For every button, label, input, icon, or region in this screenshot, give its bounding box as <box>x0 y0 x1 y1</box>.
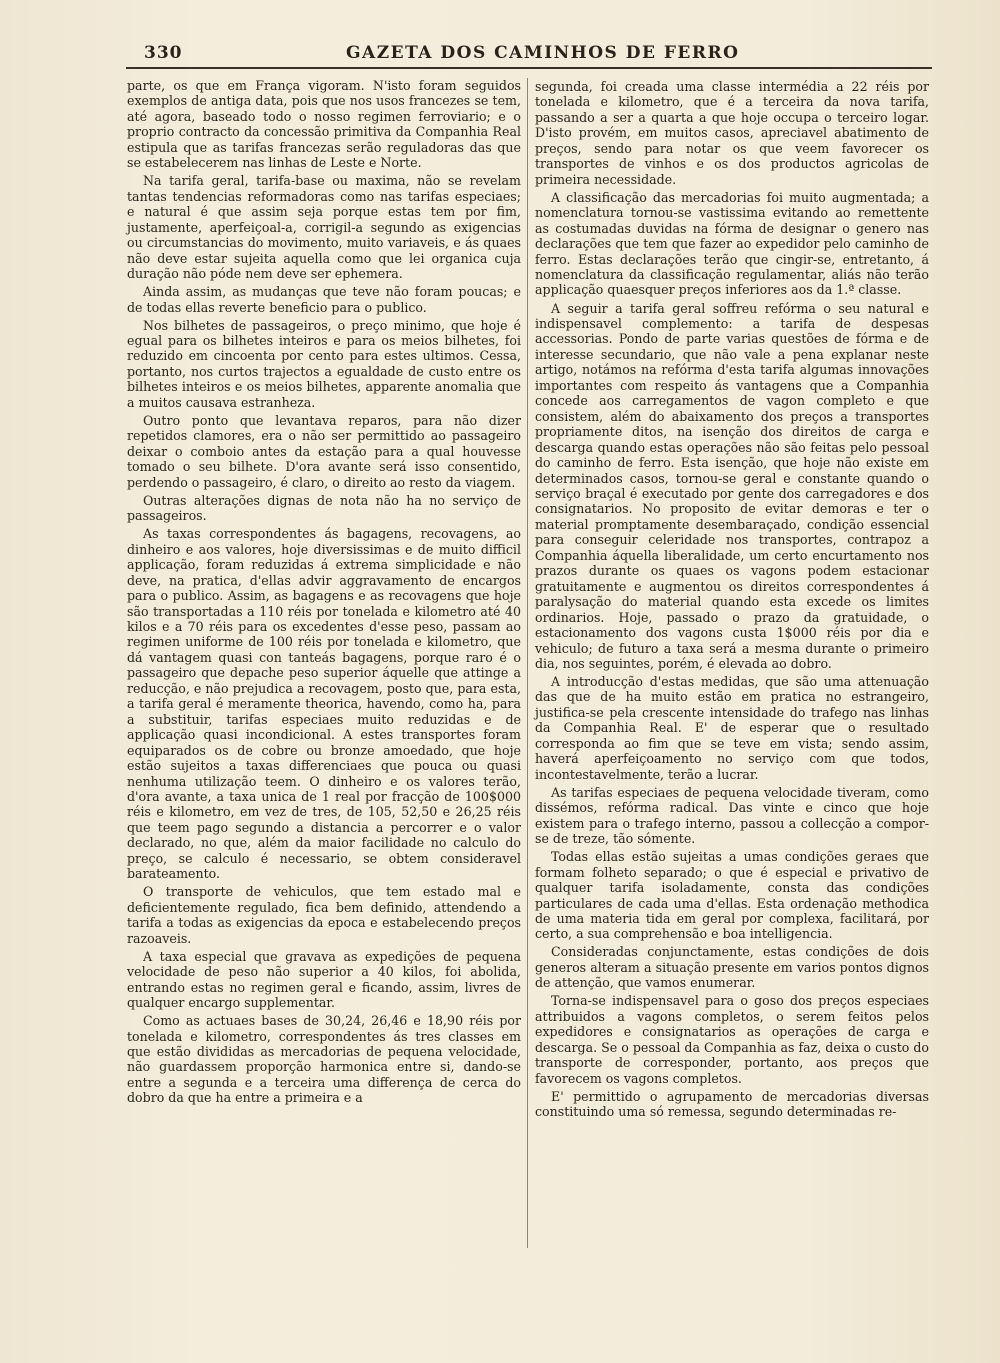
paragraph: Na tarifa geral, tarifa-base ou maxima, não se revelam tantas tendencias reformadoras como nas tarifas especiaes; e natural é que assim seja porque estas tem por fim, justamente, aperfeiçoal-a, corrigil-a segundo as exigencias ou circumstancias do movimento, muito variaveis, e ás quaes não deve estar sujeita aquella como que lei organica cuja duração não póde nem deve ser ephemera. <box>127 173 521 282</box>
paragraph: Nos bilhetes de passageiros, o preço minimo, que hoje é egual para os bilhetes inteiros e para os meios bilhetes, foi reduzido em cincoenta por cento para estes ultimos. Cessa, portanto, nos curtos trajectos a egualdade de custo entre os bilhetes inteiros e os meios bilhetes, apparente anomalia que a muitos causava estranheza. <box>127 317 521 410</box>
paragraph: Consideradas conjunctamente, estas condições de dois generos alteram a situação presente em varios pontos dignos de attenção, que vamos enumerar. <box>535 944 929 991</box>
paragraph: O transporte de vehiculos, que tem estado mal e deficientemente regulado, fica bem definido, attendendo a tarifa a todas as exigencias da epoca e estabelecendo preços razoaveis. <box>127 884 521 946</box>
paragraph: A taxa especial que gravava as expedições de pequena velocidade de peso não superior a 40 kilos, foi abolida, entrando estas no regimen geral e ficando, assim, livres de qualquer encargo supplementar. <box>127 948 521 1011</box>
column-divider <box>527 78 528 1248</box>
paragraph: E' permittido o agrupamento de mercadorias diversas constituindo uma só remessa, segundo determinadas re- <box>535 1088 929 1120</box>
paragraph: parte, os que em França vigoram. N'isto foram seguidos exemplos de antiga data, pois que nos usos francezes se tem, até agora, baseado todo o nosso regimen ferroviario; e o proprio contracto da concessão primitiva da Companhia Real estipula que as tarifas francezas serão reguladoras das que se estabelecerem nas linhas de Leste e Norte. <box>127 78 521 171</box>
paragraph: Torna-se indispensavel para o goso dos preços especiaes attribuidos a vagons completos, o serem feitos pelos expedidores e consignatarios as operações de carga e descarga. Se o pessoal da Companhia as faz, deixa o custo do transporte de corresponder, portanto, aos preços que favorecem os vagons completos. <box>535 993 929 1086</box>
page-header <box>126 41 932 69</box>
page-number: 330 <box>144 43 183 63</box>
paragraph: As tarifas especiaes de pequena velocidade tiveram, como dissémos, refórma radical. Das vinte e cinco que hoje existem para o trafego interno, passou a collecção a compor-se de treze, tão sómente. <box>535 784 929 847</box>
paragraph: Ainda assim, as mudanças que teve não foram poucas; e de todas ellas reverte beneficio para o publico. <box>127 284 521 315</box>
paragraph: Como as actuaes bases de 30,24, 26,46 e 18,90 réis por tonelada e kilometro, correspondentes ás tres classes em que estão divididas as mercadorias de pequena velocidade, não guardassem proporção harmonica entre si, dando-se entre a segunda e a terceira uma differença de cerca do dobro da que ha entre a primeira e a <box>127 1013 521 1106</box>
paragraph: A classificação das mercadorias foi muito augmentada; a nomenclatura tornou-se vastissima evitando ao remettente as costumadas duvidas na fórma de designar o genero nas declarações que tem que fazer ao expedidor pelo caminho de ferro. Estas declarações terão que cingir-se, entretanto, á nomenclatura da classificação regulamentar, aliás não terão applicação quaesquer preços inferiores aos da 1.ª classe. <box>535 189 929 298</box>
paragraph: segunda, foi creada uma classe intermédia a 22 réis por tonelada e kilometro, que é a terceira da nova tarifa, passando a ser a quarta a que hoje occupa o terceiro logar. D'isto provém, em muitos casos, apreciavel abatimento de preços, sendo para notar os que veem favorecer os transportes de vinhos e os dos productos agricolas de primeira necessidade. <box>535 79 929 187</box>
header-rule <box>126 67 932 69</box>
journal-title: GAZETA DOS CAMINHOS DE FERRO <box>346 43 740 63</box>
paragraph: Todas ellas estão sujeitas a umas condições geraes que formam folheto separado; o que é especial e privativo de qualquer tarifa isoladamente, consta das condições particulares de cada uma d'ellas. Esta ordenação methodica de uma materia tida em geral por complexa, facilitará, por certo, a sua comprehensão e boa intelligencia. <box>535 849 929 942</box>
right-column <box>535 79 929 1122</box>
paragraph: Outras alterações dignas de nota não ha no serviço de passageiros. <box>127 492 521 524</box>
left-column <box>127 78 521 1108</box>
paragraph: A seguir a tarifa geral soffreu refórma o seu natural e indispensavel complemento: a tarifa de despesas accessorias. Pondo de parte varias questões de fórma e de interesse secundario, que não vale a pena explanar neste artigo, notámos na refórma d'esta tarifa algumas innovações importantes com respeito ás vantagens que a Companhia concede aos carregamentos de vagon completo e que consistem, além do abaixamento dos preços a transportes propriamente ditos, na isenção dos direitos de carga e descarga quando estas operações não são feitas pelo pessoal do caminho de ferro. Esta isenção, que hoje não existe em determinados casos, tornou-se geral e constante quando o serviço braçal é executado por gente dos carregadores e dos consignatarios. No proposito de evitar demoras e ter o material promptamente desembaraçado, condição essencial para conseguir celeridade nos transportes, contrapoz a Companhia áquella liberalidade, um certo encurtamento nos prazos durante os quaes os vagons podem estacionar gratuitamente e augmentou os direitos correspondentes á paralysação do material quando esta excede os limites ordinarios. Hoje, passado o prazo da gratuidade, o estacionamento dos vagons custa 1$000 réis por dia e vehiculo; de futuro a taxa será a mesma durante o primeiro dia, nos seguintes, porém, é elevada ao dobro. <box>535 300 929 671</box>
paragraph: As taxas correspondentes ás bagagens, recovagens, ao dinheiro e aos valores, hoje diversissimas e de muito difficil applicação, foram reduzidas á extrema simplicidade e não deve, na pratica, d'ellas advir aggravamento de encargos para o publico. Assim, as bagagens e as recovagens que hoje são transportadas a 110 réis por tonelada e kilometro até 40 kilos e a 70 réis para os excedentes d'esse peso, passam ao regimen uniforme de 100 réis por tonelada e kilometro, que dá vantagem quasi con tanteás bagagens, porque raro é o passageiro que depache peso superior áquelle que attinge a reducção, e não prejudica a recovagem, posto que, para esta, a tarifa geral é meramente theorica, havendo, como ha, para a substituir, tarifas especiaes muito reduzidas e de applicação quasi incondicional. A estes transportes foram equiparados os de cobre ou bronze amoedado, que hoje estão sujeitos a taxas differenciaes que pouca ou quasi nenhuma utilização teem. O dinheiro e os valores terão, d'ora avante, a taxa unica de 1 real por fracção de 100$000 réis e kilometro, em vez de tres, de 105, 52,50 e 26,25 réis que teem pago segundo a distancia a percorrer e o valor declarado, no que, além da maior facilidade no calculo do preço, se calculo é necessario, se obtem consideravel barateamento. <box>127 526 521 882</box>
paragraph: A introducção d'estas medidas, que são uma attenuação das que de ha muito estão em pratica no estrangeiro, justifica-se pela crescente intensidade do trafego nas linhas da Companhia Real. E' de esperar que o resultado corresponda ao fim que se teve em vista; sendo assim, haverá aperfeiçoamento no serviço com que todos, incontestavelmente, terão a lucrar. <box>535 674 929 782</box>
paragraph: Outro ponto que levantava reparos, para não dizer repetidos clamores, era o não ser permittido ao passageiro deixar o comboio antes da estação para a qual houvesse tomado o seu bilhete. D'ora avante será isso consentido, perdendo o passageiro, é claro, o direito ao resto da viagem. <box>127 412 521 490</box>
